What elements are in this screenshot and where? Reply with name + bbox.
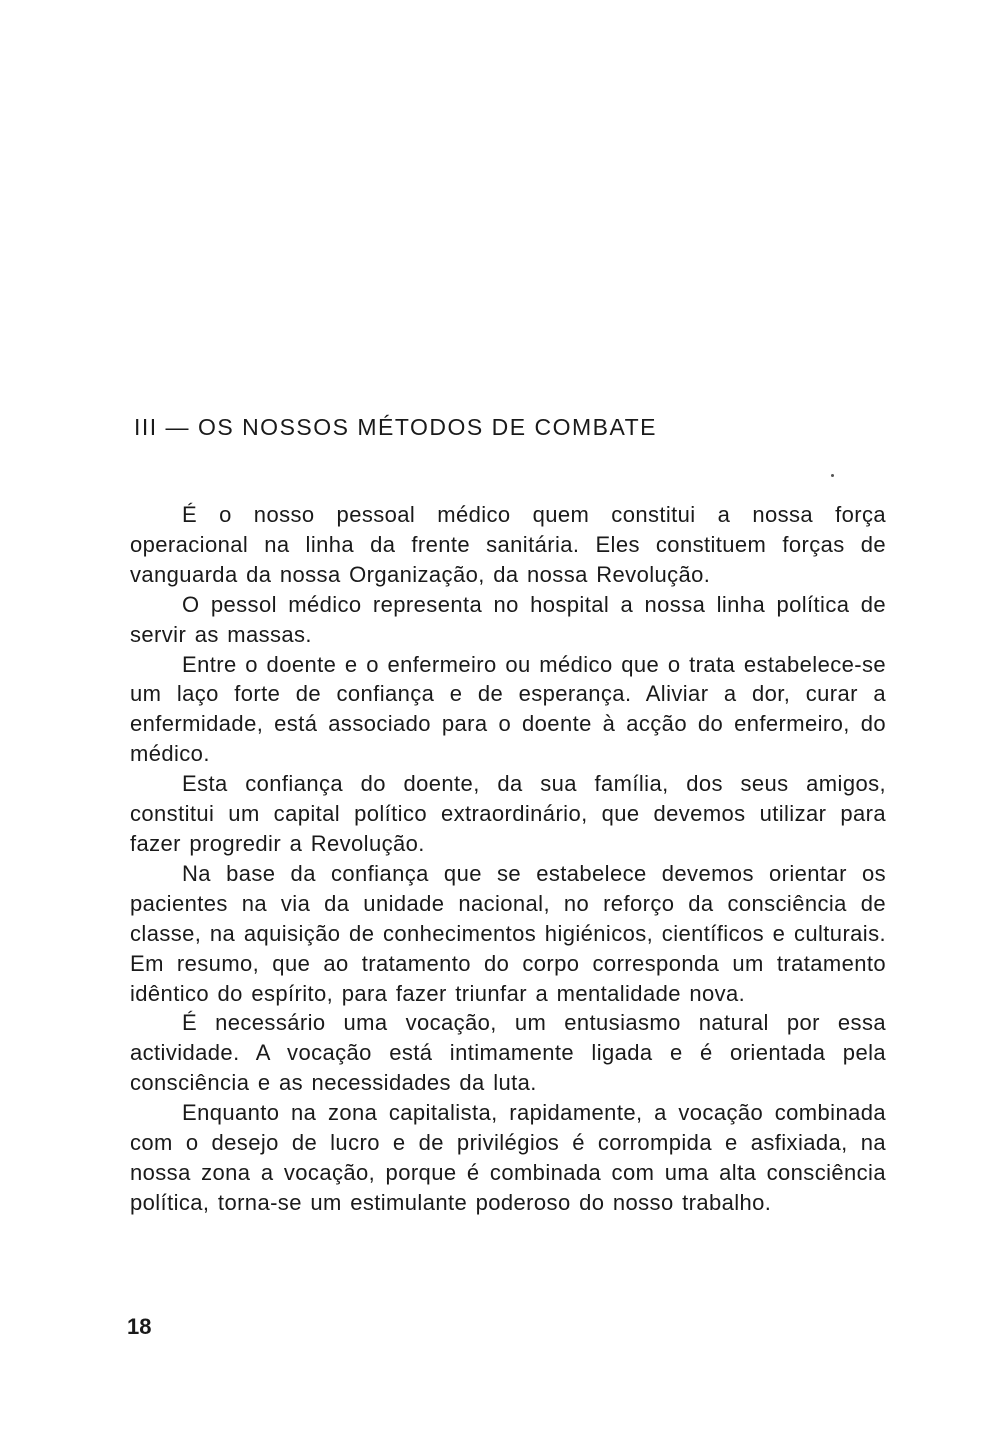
paragraph: Na base da confiança que se estabelece devemos orientar os pacientes na via da unidade nacional, no reforço da consciência de classe, na aquisição de conhecimentos higiénicos, científicos e culturais. Em resumo, que ao tratamento do corpo corresponda um tratamento idêntico do espírito, para fazer triunfar a mentalidade nova. [130, 860, 886, 1006]
page-number: 18 [127, 1314, 152, 1339]
paragraph: Esta confiança do doente, da sua família, dos seus amigos, constitui um capital político extraordinário, que devemos utilizar para fazer progredir a Revolução. [130, 771, 886, 856]
print-speck [831, 474, 834, 477]
paragraph: É necessário uma vocação, um entusiasmo natural por essa actividade. A vocação está intimamente ligada e é orientada pela consciência e as necessidades da luta. [130, 1010, 886, 1096]
paragraph: Enquanto na zona capitalista, rapidamente, a vocação combinada com o desejo de lucro e de privilégios é corrompida e asfixiada, na nossa zona a vocação, porque é combinada com uma alta consciência política, torna-se um estimulante poderoso do nosso trabalho. [130, 1100, 886, 1215]
paragraph: Entre o doente e o enfermeiro ou médico que o trata estabelece-se um laço forte de confiança e de esperança. Aliviar a dor, curar a enfermidade, está associado para o doente à acção do enfermeiro, do médico. [130, 651, 886, 767]
chapter-heading: III — OS NOSSOS MÉTODOS DE COMBATE [134, 414, 657, 440]
paragraph: O pessol médico representa no hospital a nossa linha política de servir as massas. [130, 591, 886, 647]
paragraph: É o nosso pessoal médico quem constitui a nossa força operacional na linha da frente sanitária. Eles constituem forças de vanguarda da nossa Organização, da nossa Revolução. [130, 502, 886, 587]
body-text [130, 500, 886, 1218]
